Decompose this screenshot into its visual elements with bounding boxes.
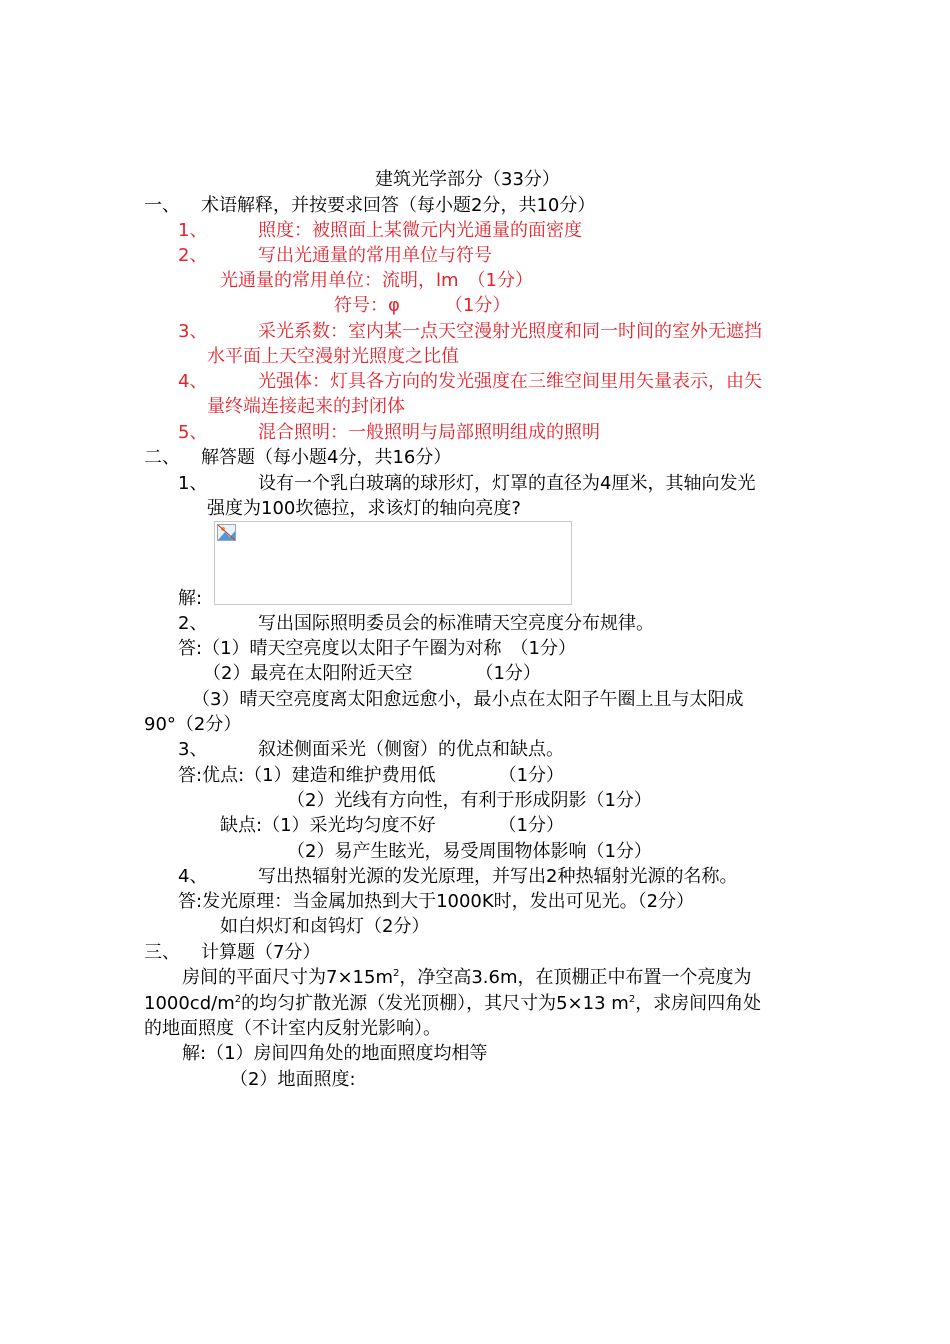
s1-item-2-symbol: 符号：φ （1分） [334,295,511,316]
s3-problem-line-1 [182,966,752,990]
s2-q1-text: 设有一个乳白玻璃的球形灯，灯罩的直径为4厘米，其轴向发光 [258,473,756,494]
broken-image-icon [217,524,237,542]
page-title: 建筑光学部分（33分） [375,169,560,190]
s2-q2-answer-4: 90°（2分） [144,714,242,735]
s3-problem-2a: 1000cd/m [144,993,235,1014]
s1-item-2-unit: 光通量的常用单位：流明，lm （1分） [220,270,533,291]
s3-problem-2b: 的均匀扩散光源（发光顶棚），其尺寸为5×13 m [241,993,629,1014]
broken-image-placeholder [214,521,572,605]
section-3-number: 三、 [144,942,180,963]
s1-item-5-text: 混合照明：一般照明与局部照明组成的照明 [258,422,600,443]
s1-item-4-number: 4、 [178,371,208,392]
s3-problem-2-superscript: 2 [234,994,242,1005]
s1-item-2-number: 2、 [178,245,208,266]
s3-problem-2-superscript-2: 2 [628,994,636,1005]
s3-problem-2c: ，求房间四角处 [635,993,762,1014]
s2-q1-number: 1、 [178,473,208,494]
s1-item-5-number: 5、 [178,422,208,443]
s3-problem-1-superscript: 2 [392,968,400,979]
s2-q2-number: 2、 [178,613,208,634]
s3-problem-1a: 房间的平面尺寸为7×15m [182,967,393,988]
s3-problem-line-3: 的地面照度（不计室内反射光影响）。 [144,1018,441,1039]
section-2-heading: 解答题（每小题4分，共16分） [201,447,452,468]
s1-item-3-text: 采光系数：室内某一点天空漫射光照度和同一时间的室外无遮挡 [258,321,762,342]
s2-q3-number: 3、 [178,739,208,760]
s2-q2-answer-3: （3）晴天空亮度离太阳愈远愈小，最小点在太阳子午圈上且与太阳成 [192,689,744,710]
s2-q2-answer-2: （2）最亮在太阳附近天空 （1分） [203,663,541,684]
s1-item-1-number: 1、 [178,220,208,241]
s1-item-2-text: 写出光通量的常用单位与符号 [258,245,492,266]
s1-item-4-text-cont: 量终端连接起来的封闭体 [207,396,405,417]
s2-q2-text: 写出国际照明委员会的标准晴天空亮度分布规律。 [258,613,654,634]
s2-q2-answer-1: 答:（1）晴天空亮度以太阳子午圈为对称 （1分） [178,638,576,659]
section-2-number: 二、 [144,447,180,468]
section-1-number: 一、 [144,195,180,216]
s2-q3-answer-4: （2）易产生眩光，易受周围物体影响（1分） [287,841,652,862]
s1-item-3-number: 3、 [178,321,208,342]
s1-item-1-text: 照度：被照面上某微元内光通量的面密度 [258,220,582,241]
s2-q3-answer-1: 答:优点:（1）建造和维护费用低 （1分） [178,765,565,786]
s2-q3-answer-2: （2）光线有方向性，有利于形成阴影（1分） [287,790,652,811]
section-1-heading: 术语解释，并按要求回答（每小题2分，共10分） [201,195,596,216]
s2-q4-number: 4、 [178,866,208,887]
s1-item-3-text-cont: 水平面上天空漫射光照度之比值 [207,346,459,367]
s2-q3-text: 叙述侧面采光（侧窗）的优点和缺点。 [258,739,564,760]
s2-q3-answer-3: 缺点:（1）采光均匀度不好 （1分） [220,815,564,836]
s3-problem-line-2 [144,992,761,1016]
s3-problem-1b: ，净空高3.6m，在顶棚正中布置一个亮度为 [399,967,752,988]
s2-q1-text-cont: 强度为100坎德拉，求该灯的轴向亮度? [207,498,521,519]
s2-q1-answer-label: 解: [178,588,203,609]
s2-q4-answer-1: 答:发光原理：当金属加热到大于1000K时，发出可见光。（2分） [178,891,695,912]
s1-item-4-text: 光强体：灯具各方向的发光强度在三维空间里用矢量表示，由矢 [258,371,762,392]
section-3-heading: 计算题（7分） [201,942,321,963]
s3-solution-2: （2）地面照度: [230,1069,356,1090]
s2-q4-answer-2: 如白炽灯和卤钨灯（2分） [220,916,430,937]
s2-q4-text: 写出热辐射光源的发光原理，并写出2种热辐射光源的名称。 [258,866,738,887]
s3-solution-1: 解:（1）房间四角处的地面照度均相等 [182,1043,488,1064]
